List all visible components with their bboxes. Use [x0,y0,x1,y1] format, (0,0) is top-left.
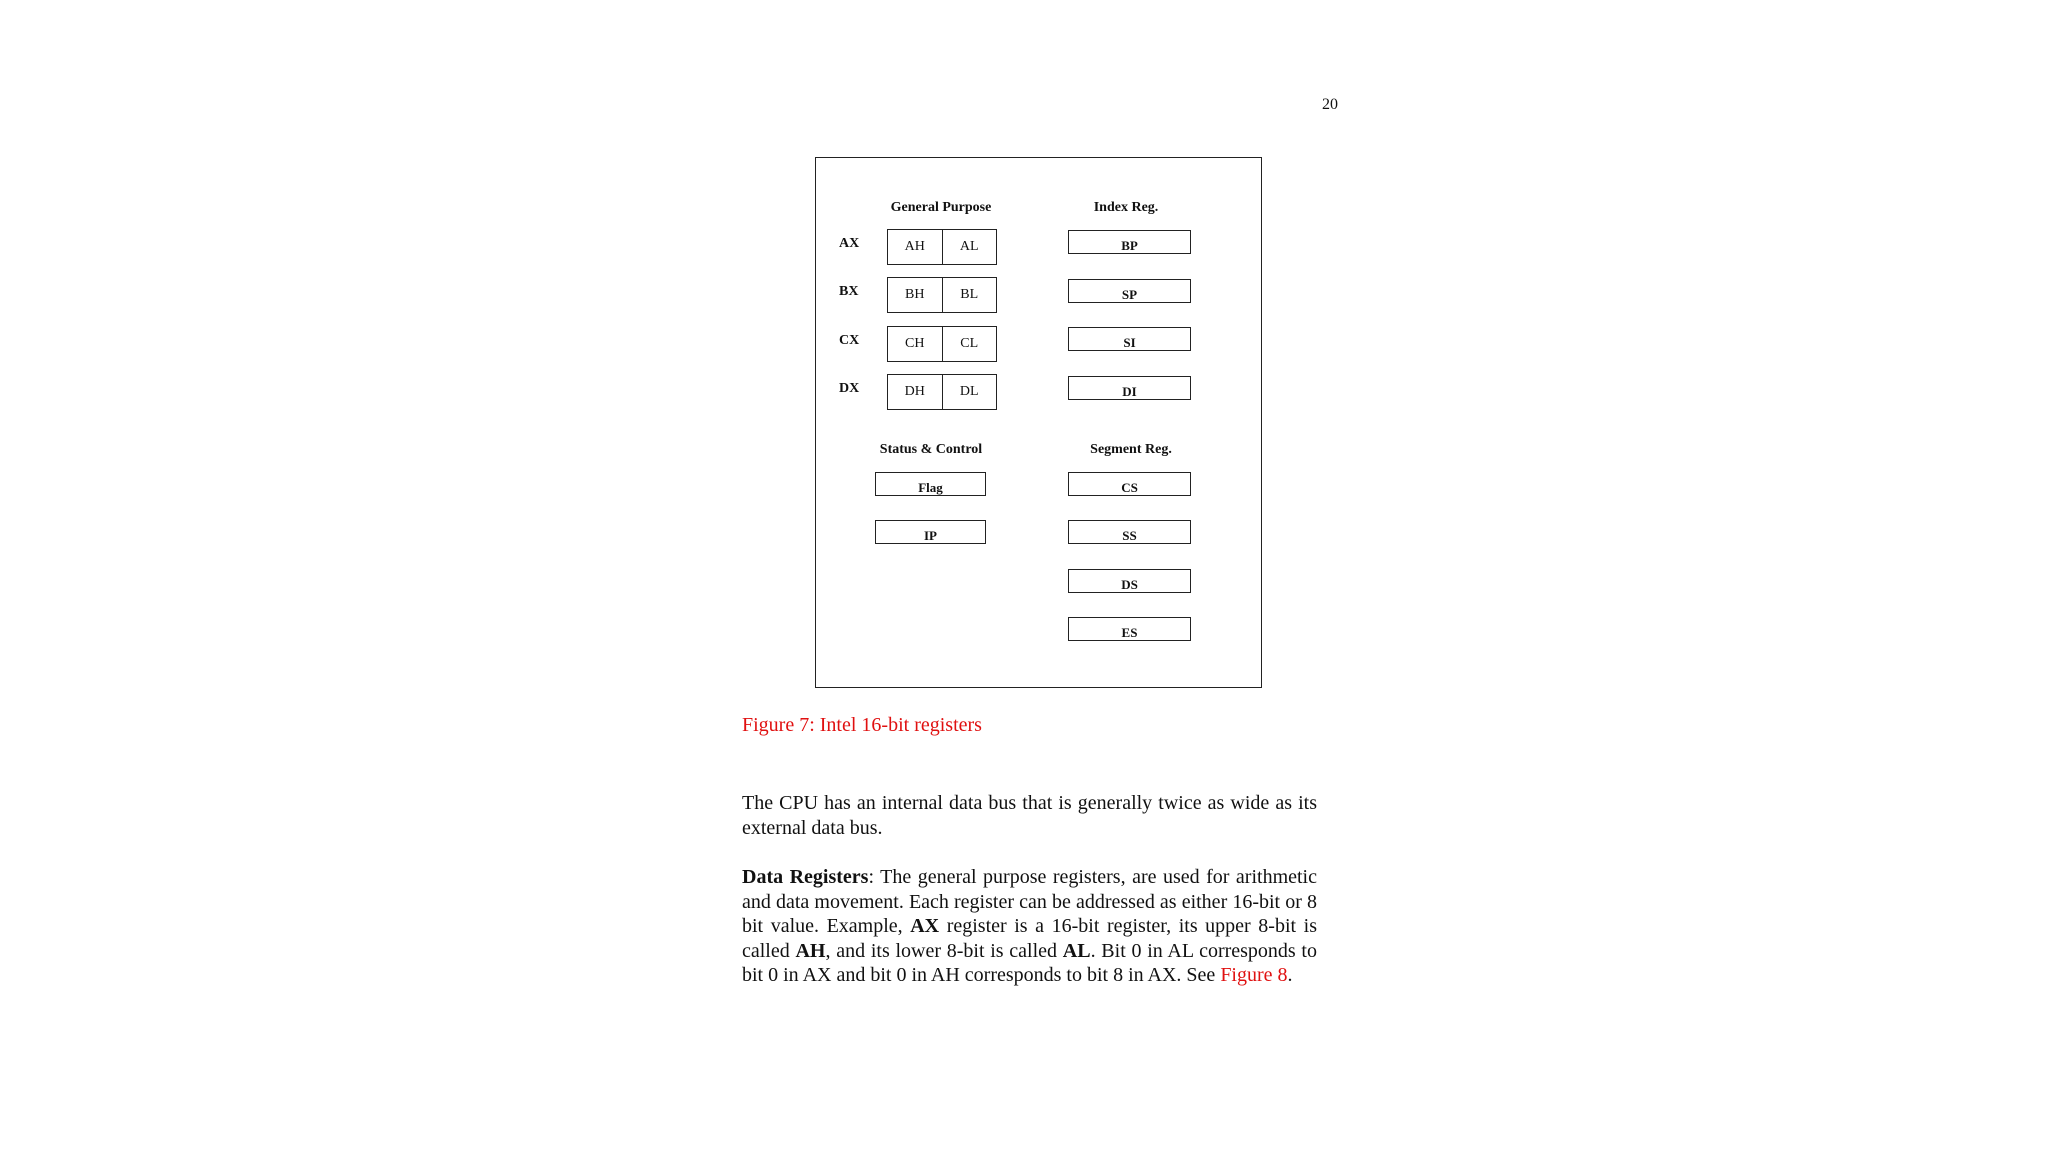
gp-row-label: DX [839,381,860,396]
gp-low-byte: AL [959,239,979,254]
status-register: IP [875,520,986,544]
gp-low-byte: DL [959,384,979,399]
segment-register: DS [1068,569,1191,593]
gp-high-byte: CH [888,327,943,361]
index-register: DI [1068,376,1191,400]
bold-term: AL [1062,939,1091,962]
gp-register-dx [887,374,997,410]
gp-register-bx [887,277,997,313]
gp-row-label: BX [839,284,859,299]
gp-high-byte: BH [888,278,943,312]
gp-low-byte: CL [960,336,979,351]
general-purpose-header: General Purpose [890,200,992,215]
gp-row-label: AX [839,236,860,251]
index-register: SI [1068,327,1191,351]
status-control-header: Status & Control [879,442,983,457]
segment-register: SS [1068,520,1191,544]
gp-high-byte: DH [888,375,943,409]
text-segment: . Bit 0 in AL corresponds to bit 0 in AX and bit 0 in AH corresponds to bit 8 in AX. See [742,939,1317,986]
gp-register-ax [887,229,997,265]
segment-register: ES [1068,617,1191,641]
text-segment: . [1287,964,1293,986]
page-number: 20 [1322,96,1338,113]
term-data-registers: Data Registers [742,866,869,888]
index-register: SP [1068,279,1191,303]
index-reg-header: Index Reg. [1093,200,1159,215]
text-segment: , and its lower 8-bit is called [825,939,1063,962]
paragraph-data-registers [742,865,1317,988]
bold-term: AX [910,915,940,937]
figure-caption: Figure 7: Intel 16-bit registers [742,714,982,736]
status-register: Flag [875,472,986,496]
segment-register: CS [1068,472,1191,496]
bold-term: AH [795,939,826,962]
gp-register-cx [887,326,997,362]
gp-low-byte: BL [960,287,979,302]
gp-high-byte: AH [888,230,943,264]
register-figure [815,157,1262,688]
text-segment: : The general purpose registers, are used for arithmetic and data movement. Each register can be addressed as either 16-bit or 8 bit value. Example, [742,866,1317,937]
segment-reg-header: Segment Reg. [1090,442,1172,457]
text-segment: register is a 16-bit register, its upper 8-bit is called [742,915,1317,962]
paragraph-cpu-bus: The CPU has an internal data bus that is generally twice as wide as its external data bus. [742,792,1317,839]
index-register: BP [1068,230,1191,254]
gp-row-label: CX [839,333,860,348]
figure-8-link[interactable]: Figure 8 [1220,964,1288,986]
